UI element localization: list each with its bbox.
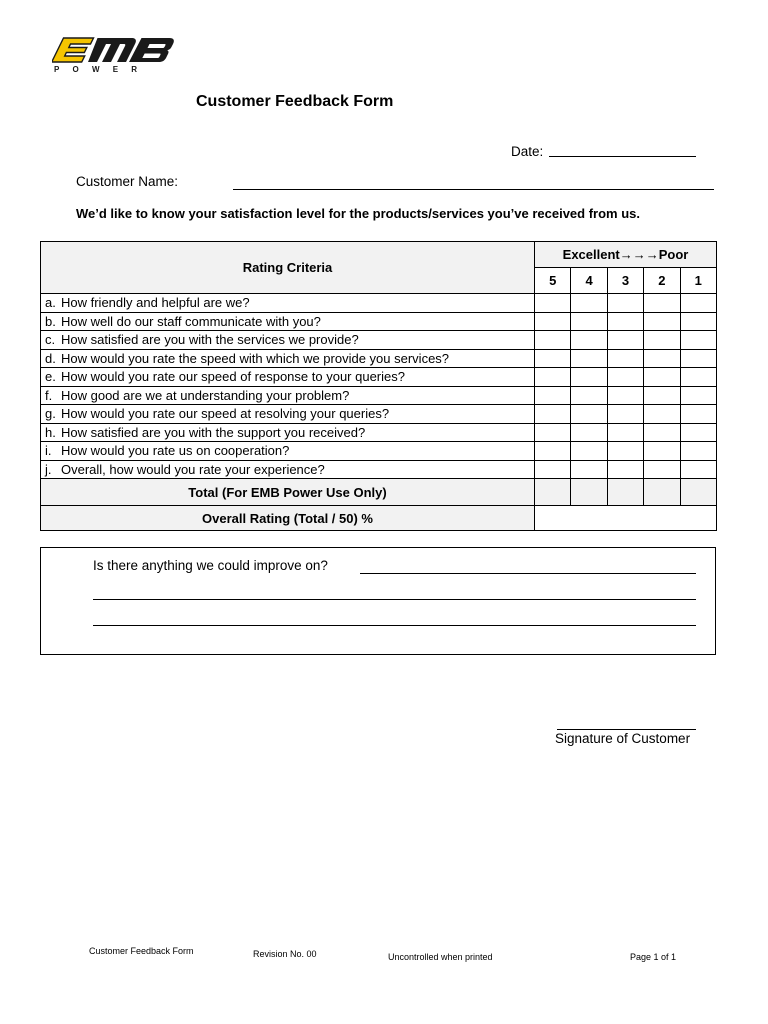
improvement-question: Is there anything we could improve on? [93,558,328,573]
rating-box-4[interactable] [571,349,607,368]
rating-box-1[interactable] [680,386,716,405]
question-cell [41,460,535,479]
question-cell [41,294,535,313]
question-letter: b. [45,313,56,329]
overall-rating-box[interactable] [535,506,717,531]
table-row [41,386,717,405]
table-row [41,442,717,461]
date-field[interactable] [549,156,696,157]
logo-subtext: POWER [54,65,151,74]
rating-box-1[interactable] [680,331,716,350]
rating-box-2[interactable] [644,460,680,479]
table-header-row [41,242,717,268]
footer-revision: Revision No. 00 [253,949,317,959]
scale-value-4: 4 [571,268,607,294]
question-text: How would you rate our speed of response to your queries? [61,369,405,385]
question-cell [41,442,535,461]
rating-box-4[interactable] [571,331,607,350]
rating-box-5[interactable] [535,312,571,331]
date-label: Date: [511,144,544,159]
rating-box-5[interactable] [535,386,571,405]
question-letter: h. [45,424,56,440]
question-cell [41,349,535,368]
question-text: How satisfied are you with the services we provide? [61,332,359,348]
question-text: How would you rate our speed at resolving your queries? [61,406,390,422]
rating-box-4[interactable] [571,386,607,405]
rating-box-5[interactable] [535,294,571,313]
question-letter: a. [45,295,56,311]
rating-box-3[interactable] [607,386,643,405]
footer-doc-name: Customer Feedback Form [89,946,194,956]
improvement-answer-line-1[interactable] [360,573,696,574]
rating-box-4[interactable] [571,405,607,424]
question-text: Overall, how would you rate your experience? [61,461,325,477]
footer-control-note: Uncontrolled when printed [388,952,493,962]
question-cell [41,405,535,424]
rating-box-1[interactable] [680,349,716,368]
question-letter: c. [45,332,56,348]
table-row [41,405,717,424]
rating-box-3[interactable] [607,423,643,442]
table-row [41,312,717,331]
footer-page-number: Page 1 of 1 [630,952,677,962]
question-cell [41,423,535,442]
intro-text: We’d like to know your satisfaction level for the products/services you’ve received from us. [76,206,640,221]
table-row [41,294,717,313]
overall-row [41,506,717,531]
customer-name-field[interactable] [233,189,714,190]
rating-box-2[interactable] [644,405,680,424]
rating-box-1[interactable] [680,294,716,313]
rating-box-5[interactable] [535,405,571,424]
rating-box-3[interactable] [607,368,643,387]
rating-box-1[interactable] [680,368,716,387]
rating-box-2[interactable] [644,331,680,350]
question-letter: e. [45,369,56,385]
question-cell [41,312,535,331]
total-box-4[interactable] [571,479,607,506]
rating-box-2[interactable] [644,294,680,313]
rating-box-4[interactable] [571,423,607,442]
table-row [41,423,717,442]
rating-box-1[interactable] [680,460,716,479]
rating-box-3[interactable] [607,405,643,424]
rating-box-3[interactable] [607,294,643,313]
rating-box-1[interactable] [680,405,716,424]
total-box-1[interactable] [680,479,716,506]
scale-header: Excellent→→→Poor [535,242,717,268]
question-text: How well do our staff communicate with you? [61,313,321,329]
total-label: Total (For EMB Power Use Only) [41,479,535,506]
table-row [41,331,717,350]
rating-box-2[interactable] [644,349,680,368]
table-row [41,460,717,479]
question-text: How would you rate us on cooperation? [61,443,290,459]
question-letter: j. [45,461,52,477]
rating-box-5[interactable] [535,349,571,368]
rating-box-2[interactable] [644,442,680,461]
table-row [41,368,717,387]
question-cell [41,368,535,387]
rating-box-1[interactable] [680,423,716,442]
rating-box-4[interactable] [571,368,607,387]
overall-rating-label: Overall Rating (Total / 50) % [41,506,535,531]
rating-criteria-header: Rating Criteria [41,242,535,294]
rating-box-2[interactable] [644,368,680,387]
scale-value-2: 2 [644,268,680,294]
rating-box-3[interactable] [607,331,643,350]
question-letter: d. [45,350,56,366]
rating-box-3[interactable] [607,349,643,368]
scale-value-1: 1 [680,268,716,294]
rating-box-2[interactable] [644,386,680,405]
rating-box-1[interactable] [680,442,716,461]
rating-box-3[interactable] [607,442,643,461]
form-title: Customer Feedback Form [196,93,394,110]
rating-box-3[interactable] [607,312,643,331]
emb-power-logo [52,36,176,76]
question-text: How would you rate the speed with which we provide you services? [61,350,450,366]
question-cell [41,331,535,350]
total-box-5[interactable] [535,479,571,506]
table-row [41,349,717,368]
rating-box-5[interactable] [535,442,571,461]
total-box-2[interactable] [644,479,680,506]
rating-box-5[interactable] [535,368,571,387]
rating-box-4[interactable] [571,442,607,461]
rating-box-2[interactable] [644,423,680,442]
question-text: How satisfied are you with the support you received? [61,424,366,440]
total-box-3[interactable] [607,479,643,506]
signature-label: Signature of Customer [555,731,691,746]
total-row [41,479,717,506]
rating-box-4[interactable] [571,312,607,331]
question-letter: i. [45,443,52,459]
improvement-answer-line-2[interactable] [93,599,696,600]
question-letter: g. [45,406,56,422]
question-text: How good are we at understanding your problem? [61,387,350,403]
question-text: How friendly and helpful are we? [61,295,250,311]
rating-table [40,241,717,531]
rating-box-1[interactable] [680,312,716,331]
rating-box-5[interactable] [535,460,571,479]
improvement-answer-line-3[interactable] [93,625,696,626]
signature-field[interactable] [557,729,696,730]
scale-value-5: 5 [535,268,571,294]
rating-box-4[interactable] [571,294,607,313]
rating-box-4[interactable] [571,460,607,479]
rating-box-5[interactable] [535,423,571,442]
customer-name-label: Customer Name: [76,174,179,189]
scale-value-3: 3 [607,268,643,294]
question-cell [41,386,535,405]
rating-box-3[interactable] [607,460,643,479]
rating-box-5[interactable] [535,331,571,350]
question-letter: f. [45,387,53,403]
rating-box-2[interactable] [644,312,680,331]
